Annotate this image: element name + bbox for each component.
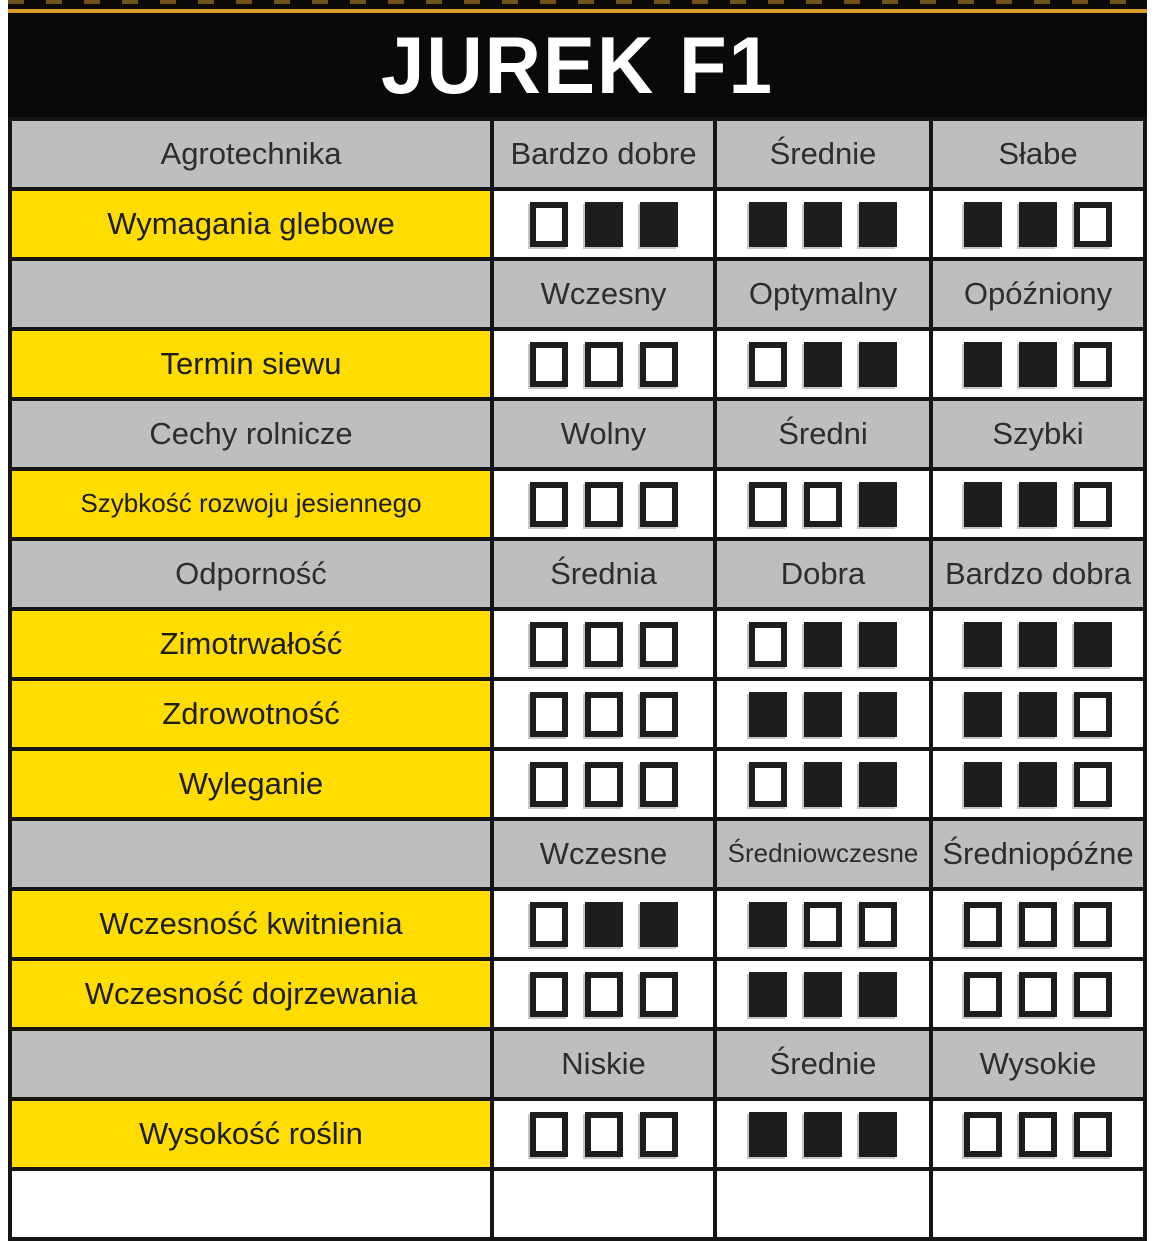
rating-box-group [530,342,678,387]
filled-square-icon [749,972,787,1017]
empty-square-icon [804,482,842,527]
rating-box-group [530,692,678,737]
rating-box-group [749,1112,897,1157]
empty-square-icon [585,762,623,807]
trait-label: Szybkość rozwoju jesiennego [80,488,422,519]
scale-label: Bardzo dobre [510,135,697,171]
trait-label: Zimotrwałość [159,625,343,661]
section-header-cell [12,821,490,887]
filled-square-icon [964,342,1002,387]
empty-square-icon [1074,902,1112,947]
scale-label: Średnie [769,1045,877,1081]
filled-square-icon [859,1112,897,1157]
filled-square-icon [640,202,678,247]
trait-table [8,117,1147,1241]
scale-label: Średnie [769,135,877,171]
empty-square-icon [585,1112,623,1157]
rating-box-group [964,762,1112,807]
scale-header-cell [494,1031,713,1097]
trait-label: Wczesność dojrzewania [84,975,418,1011]
filled-square-icon [1019,342,1057,387]
rating-box-group [964,902,1112,947]
rating-box-group [530,202,678,247]
empty-square-icon [964,972,1002,1017]
empty-square-icon [1074,202,1112,247]
scale-header-cell [933,401,1143,467]
rating-cell [717,191,929,257]
trait-label-cell [12,1101,490,1167]
rating-box-group [964,1112,1112,1157]
empty-square-icon [585,972,623,1017]
filled-square-icon [859,342,897,387]
rating-box-group [749,762,897,807]
trait-label-cell [12,961,490,1027]
trait-label-cell [12,751,490,817]
scale-label: Średniowczesne [727,838,919,869]
rating-box-group [530,972,678,1017]
filled-square-icon [964,202,1002,247]
filled-square-icon [804,202,842,247]
rating-box-group [749,482,897,527]
scale-label: Wczesny [540,275,667,311]
filled-square-icon [585,902,623,947]
filled-square-icon [859,482,897,527]
scale-header-cell [494,401,713,467]
rating-cell [494,751,713,817]
scale-header-cell [717,821,929,887]
empty-square-icon [640,762,678,807]
scale-header-cell [717,261,929,327]
trait-label: Wczesność kwitnienia [99,905,403,941]
rating-box-group [530,902,678,947]
rating-cell [933,751,1143,817]
scale-header-cell [717,541,929,607]
rating-cell [933,891,1143,957]
rating-cell [494,191,713,257]
empty-square-icon [640,482,678,527]
rating-box-group [749,972,897,1017]
rating-box-group [964,342,1112,387]
trait-label: Wyleganie [178,765,324,801]
filled-square-icon [749,202,787,247]
empty-square-icon [640,1112,678,1157]
scale-label: Wolny [560,415,647,451]
filled-square-icon [859,762,897,807]
empty-square-icon [1074,1112,1112,1157]
rating-box-group [530,762,678,807]
filled-square-icon [859,622,897,667]
scale-header-cell [494,121,713,187]
filled-square-icon [1019,762,1057,807]
filled-square-icon [964,622,1002,667]
empty-square-icon [749,482,787,527]
empty-square-icon [530,622,568,667]
scale-header-cell [933,541,1143,607]
section-header-cell [12,1031,490,1097]
rating-cell [933,1101,1143,1167]
rating-cell [494,611,713,677]
trait-label-cell [12,611,490,677]
title-banner [8,13,1147,117]
rating-cell [494,681,713,747]
rating-cell [933,191,1143,257]
empty-square-icon [804,902,842,947]
section-header-cell [12,401,490,467]
empty-square-icon [530,202,568,247]
rating-box-group [530,1112,678,1157]
scale-header-cell [717,401,929,467]
filled-square-icon [964,482,1002,527]
cropped-row-cell [494,1171,713,1237]
scale-label: Średnia [550,555,657,591]
trait-label: Zdrowotność [162,695,340,731]
empty-square-icon [530,1112,568,1157]
rating-box-group [964,622,1112,667]
scale-header-cell [494,821,713,887]
empty-square-icon [1019,972,1057,1017]
rating-cell [933,681,1143,747]
rating-cell [717,891,929,957]
empty-square-icon [1019,902,1057,947]
rating-cell [933,611,1143,677]
filled-square-icon [859,972,897,1017]
rating-box-group [749,622,897,667]
scale-header-cell [933,121,1143,187]
trait-label: Wysokość roślin [139,1115,363,1151]
empty-square-icon [1074,692,1112,737]
rating-box-group [964,202,1112,247]
empty-square-icon [640,622,678,667]
scale-header-cell [717,1031,929,1097]
rating-cell [717,471,929,537]
scale-label: Optymalny [748,275,898,311]
filled-square-icon [804,762,842,807]
empty-square-icon [964,902,1002,947]
filled-square-icon [804,692,842,737]
empty-square-icon [859,902,897,947]
filled-square-icon [804,342,842,387]
empty-square-icon [585,482,623,527]
scale-label: Średniopóźne [942,835,1134,871]
empty-square-icon [1074,762,1112,807]
scale-label: Szybki [992,415,1084,451]
empty-square-icon [964,1112,1002,1157]
empty-square-icon [530,342,568,387]
trait-label: Termin siewu [160,345,342,381]
cropped-row-cell [933,1171,1143,1237]
rating-box-group [964,972,1112,1017]
scale-header-cell [494,541,713,607]
scale-label: Wczesne [539,835,668,871]
filled-square-icon [749,902,787,947]
rating-box-group [749,342,897,387]
rating-box-group [749,902,897,947]
filled-square-icon [1074,622,1112,667]
rating-cell [717,751,929,817]
filled-square-icon [859,202,897,247]
scale-label: Niskie [561,1045,646,1081]
empty-square-icon [585,692,623,737]
rating-cell [933,331,1143,397]
rating-cell [494,331,713,397]
filled-square-icon [1019,622,1057,667]
trait-label-cell [12,331,490,397]
trait-label-cell [12,891,490,957]
filled-square-icon [859,692,897,737]
rating-box-group [749,692,897,737]
empty-square-icon [530,692,568,737]
trait-label-cell [12,191,490,257]
scale-header-cell [933,1031,1143,1097]
rating-box-group [530,622,678,667]
filled-square-icon [585,202,623,247]
empty-square-icon [585,622,623,667]
top-dashed-strip [8,0,1147,9]
trait-label-cell [12,471,490,537]
filled-square-icon [804,1112,842,1157]
rating-cell [494,891,713,957]
empty-square-icon [1074,342,1112,387]
filled-square-icon [1019,202,1057,247]
scale-header-cell [933,821,1143,887]
trait-label: Wymagania glebowe [107,205,395,241]
filled-square-icon [1019,482,1057,527]
trait-label-cell [12,681,490,747]
filled-square-icon [964,762,1002,807]
empty-square-icon [530,972,568,1017]
empty-square-icon [585,342,623,387]
empty-square-icon [1074,482,1112,527]
scale-label: Opóźniony [963,275,1113,311]
section-label: Cechy rolnicze [149,415,353,451]
empty-square-icon [530,482,568,527]
cropped-row-cell [12,1171,490,1237]
scale-label: Dobra [780,555,866,591]
scale-label: Bardzo dobra [944,555,1132,591]
rating-cell [717,961,929,1027]
empty-square-icon [530,902,568,947]
rating-box-group [749,202,897,247]
rating-cell [717,681,929,747]
variety-title: JUREK F1 [380,19,775,111]
rating-cell [717,1101,929,1167]
filled-square-icon [804,622,842,667]
rating-cell [494,471,713,537]
rating-box-group [530,482,678,527]
rating-box-group [964,692,1112,737]
filled-square-icon [804,972,842,1017]
empty-square-icon [749,622,787,667]
filled-square-icon [964,692,1002,737]
empty-square-icon [530,762,568,807]
rating-cell [494,1101,713,1167]
scale-header-cell [494,261,713,327]
rating-cell [933,961,1143,1027]
filled-square-icon [749,1112,787,1157]
empty-square-icon [749,342,787,387]
section-header-cell [12,541,490,607]
empty-square-icon [749,762,787,807]
filled-square-icon [1019,692,1057,737]
section-label: Agrotechnika [160,135,342,171]
empty-square-icon [640,972,678,1017]
empty-square-icon [640,692,678,737]
scale-header-cell [717,121,929,187]
rating-cell [494,961,713,1027]
empty-square-icon [640,342,678,387]
scale-label: Wysokie [979,1045,1097,1081]
section-header-cell [12,121,490,187]
filled-square-icon [640,902,678,947]
section-label: Odporność [175,555,327,591]
empty-square-icon [1074,972,1112,1017]
scale-label: Średni [778,415,868,451]
rating-cell [933,471,1143,537]
cropped-row-cell [717,1171,929,1237]
section-header-cell [12,261,490,327]
scale-header-cell [933,261,1143,327]
scale-label: Słabe [998,135,1078,171]
rating-cell [717,611,929,677]
filled-square-icon [749,692,787,737]
rating-box-group [964,482,1112,527]
rating-cell [717,331,929,397]
empty-square-icon [1019,1112,1057,1157]
